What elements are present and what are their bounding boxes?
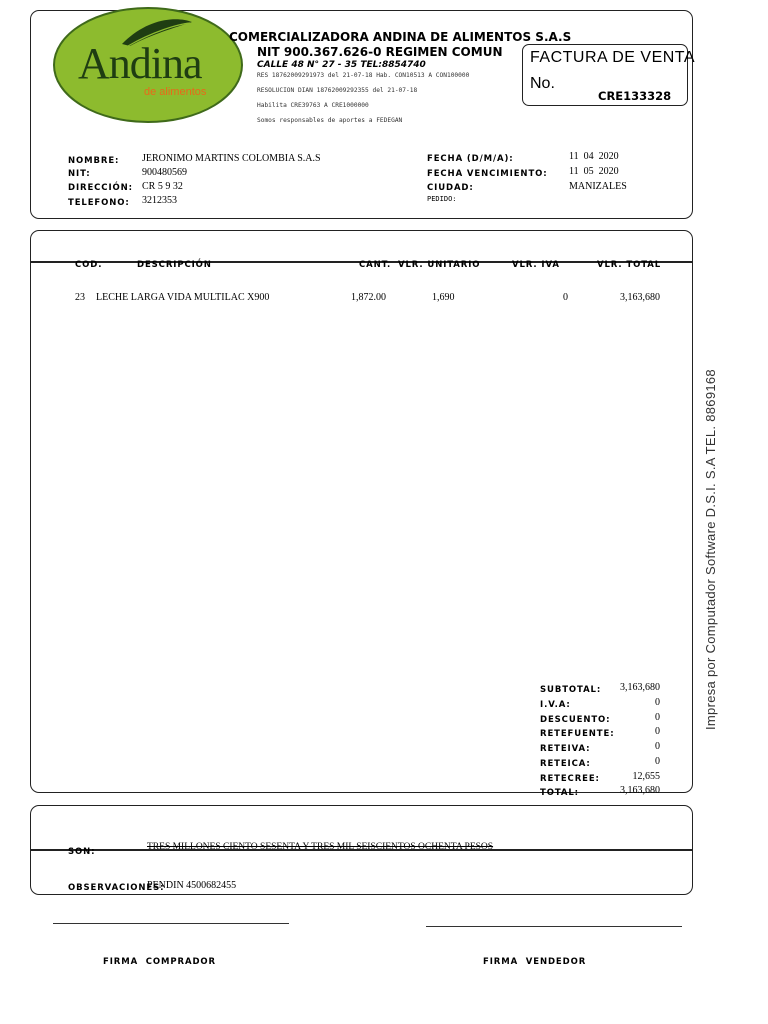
customer-phone: 3212353 xyxy=(142,195,177,206)
reteica-value: 0 xyxy=(655,756,660,767)
son-label: SON: xyxy=(68,847,96,857)
customer-address: CR 5 9 32 xyxy=(142,181,183,192)
resolution-line-2: RESOLUCION DIAN 18762009292355 del 21-07-18 xyxy=(257,87,418,94)
logo-word: Andina xyxy=(78,39,202,88)
observations-label: OBSERVACIONES: xyxy=(68,883,165,893)
customer-nit-label: NIT: xyxy=(68,169,91,179)
observations-text: PENDIN 4500682455 xyxy=(147,880,237,891)
table-row xyxy=(30,292,691,306)
city-label: CIUDAD: xyxy=(427,183,474,193)
invoice-title: FACTURA DE VENTA xyxy=(530,49,696,66)
order-label: PEDIDO: xyxy=(427,195,457,203)
resolution-line-1: RES 18762009291973 del 21-07-18 Hab. CON10513 A CON100000 xyxy=(257,72,470,79)
subtotal-value: 3,163,680 xyxy=(620,682,660,693)
amount-in-words: TRES MILLONES CIENTO SESENTA Y TRES MIL SEISCIENTOS OCHENTA PESOS xyxy=(147,842,494,852)
customer-name: JERONIMO MARTINS COLOMBIA S.A.S xyxy=(142,153,321,164)
iva-label: I.V.A: xyxy=(540,700,571,710)
col-header-qty: CANT. xyxy=(359,260,392,270)
invoice-date: 11 04 2020 xyxy=(569,151,619,162)
invoice-no-label: No. xyxy=(530,75,555,92)
reteica-label: RETEICA: xyxy=(540,759,591,769)
company-nit: NIT 900.367.626-0 REGIMEN COMUN xyxy=(257,45,503,59)
printer-credit-label: Impresa por Computador Software D.S.I. S.A TEL. 8869168 xyxy=(703,369,718,730)
company-name: COMERCIALIZADORA ANDINA DE ALIMENTOS S.A.S xyxy=(229,30,572,44)
total-label: TOTAL: xyxy=(540,788,579,798)
retecree-value: 12,655 xyxy=(632,771,660,782)
retefuente-label: RETEFUENTE: xyxy=(540,729,615,739)
resolution-line-3: Habilita CRE39763 A CRE1000000 xyxy=(257,102,369,109)
row-total: 3,163,680 xyxy=(620,292,660,303)
row-qty: 1,872.00 xyxy=(351,292,386,303)
customer-nit: 900480569 xyxy=(142,167,187,178)
col-header-iva: VLR. IVA xyxy=(512,260,560,270)
company-logo xyxy=(52,6,244,124)
invoice-number: CRE133328 xyxy=(598,89,672,103)
iva-value: 0 xyxy=(655,697,660,708)
retecree-label: RETECREE: xyxy=(540,774,600,784)
buyer-signature-label: FIRMA COMPRADOR xyxy=(103,957,216,967)
retefuente-value: 0 xyxy=(655,726,660,737)
col-header-description: DESCRIPCIÓN xyxy=(137,260,212,270)
total-value: 3,163,680 xyxy=(620,785,660,796)
logo-subtitle: de alimentos xyxy=(144,86,207,98)
due-date-label: FECHA VENCIMIENTO: xyxy=(427,169,548,179)
items-box xyxy=(30,230,693,793)
printer-credit-text xyxy=(703,270,719,730)
row-description: LECHE LARGA VIDA MULTILAC X900 xyxy=(96,292,270,303)
seller-signature-label: FIRMA VENDEDOR xyxy=(483,957,587,967)
seller-signature-line xyxy=(426,926,682,927)
discount-value: 0 xyxy=(655,712,660,723)
col-header-cod: COD. xyxy=(75,260,103,270)
discount-label: DESCUENTO: xyxy=(540,715,611,725)
col-header-total: VLR. TOTAL xyxy=(597,260,662,270)
buyer-signature-line xyxy=(53,923,289,924)
subtotal-label: SUBTOTAL: xyxy=(540,685,602,695)
row-iva: 0 xyxy=(563,292,568,303)
reteiva-value: 0 xyxy=(655,741,660,752)
row-unit-value: 1,690 xyxy=(432,292,455,303)
customer-address-label: DIRECCIÓN: xyxy=(68,183,133,193)
customer-city: MANIZALES xyxy=(569,181,627,192)
invoice-due-date: 11 05 2020 xyxy=(569,166,619,177)
col-header-unit-value: VLR. UNITARIO xyxy=(398,260,481,270)
customer-name-label: NOMBRE: xyxy=(68,156,120,166)
reteiva-label: RETEIVA: xyxy=(540,744,591,754)
row-cod: 23 xyxy=(75,292,85,303)
company-address: CALLE 48 N° 27 - 35 TEL:8854740 xyxy=(257,60,426,70)
resolution-line-4: Somos responsables de aportes a FEDEGAN xyxy=(257,117,403,124)
date-label: FECHA (D/M/A): xyxy=(427,154,514,164)
customer-phone-label: TELEFONO: xyxy=(68,198,130,208)
